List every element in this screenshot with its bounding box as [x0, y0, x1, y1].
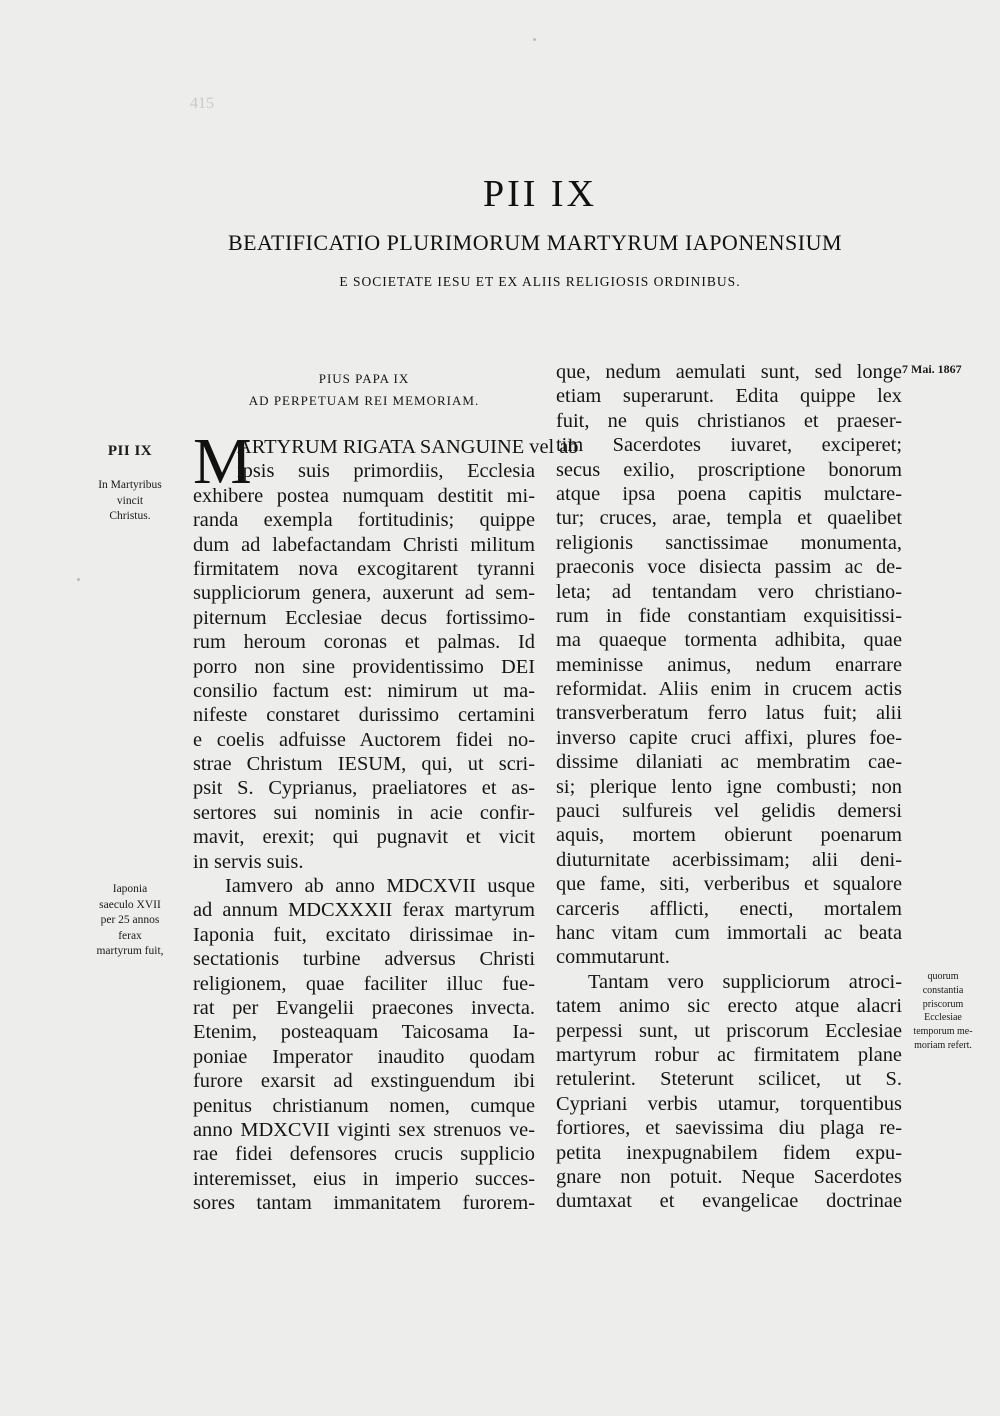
speck — [533, 38, 536, 41]
text-line: ARTYRUM RIGATA SANGUINE vel ab — [237, 436, 579, 458]
text-line: Iaponia fuit, excitato dirissimae in- — [193, 923, 535, 946]
text-line: praeconis voce disiecta passim ac de- — [556, 556, 902, 579]
text-line: transverberatum ferro latus fuit; alii — [556, 702, 902, 725]
text-line: randa exempla fortitudinis; quippe — [193, 509, 535, 532]
text-line: furore exarsit ad exstinguendum ibi — [193, 1070, 535, 1093]
text-line: petita inexpugnabilem fidem expu- — [556, 1141, 902, 1164]
text-line: e coelis adfuisse Auctorem fidei no- — [193, 728, 535, 751]
text-line: Etenim, posteaquam Taicosama Ia- — [193, 1021, 535, 1044]
page-title: PII IX — [482, 173, 598, 215]
text-line: poniae Imperator inaudito quodam — [193, 1045, 535, 1068]
bleed-through-text: 415 — [190, 95, 494, 112]
text-line: tatem animo sic erecto atque alacri — [556, 995, 902, 1018]
margin-note-line: Ecclesiae — [924, 1012, 962, 1024]
text-line: Cypriani verbis utamur, torquentibus — [556, 1092, 902, 1115]
text-line: gnare non potuit. Neque Sacerdotes — [556, 1165, 902, 1188]
margin-note-line: moriam refert. — [914, 1039, 972, 1051]
text-line: rat per Evangelii praecones invecta. — [193, 996, 535, 1019]
text-line: reformidat. Aliis enim in crucem actis — [556, 678, 902, 701]
margin-pii-ix: PII IX — [107, 443, 153, 459]
text-line: interemisset, eius in imperio succes- — [193, 1167, 535, 1190]
drop-cap: M — [193, 425, 252, 498]
text-line: piternum Ecclesiae decus fortissimo- — [193, 606, 535, 629]
text-line: diuturnitate acerbissimam; alii deni- — [556, 848, 902, 871]
text-line: sectationis turbine adversus Christi — [193, 948, 535, 971]
margin-note-line: vincit — [116, 494, 144, 507]
text-line: psit S. Cyprianus, praeliatores et as- — [193, 777, 535, 800]
margin-note-line: per 25 annos — [100, 914, 160, 926]
left-column — [193, 425, 579, 1216]
text-line: dissime dilaniati ac membratim cae- — [556, 751, 902, 774]
margin-note-line: quorum — [927, 971, 959, 982]
text-line: leta; ad tentandam vero christiano- — [556, 580, 902, 603]
text-line: tur; cruces, arae, templa et quaelibet — [556, 507, 902, 530]
text-line: sores tantam immanitatem furorem- — [193, 1192, 535, 1215]
margin-note-line: ferax — [118, 929, 142, 942]
speck — [77, 578, 80, 581]
text-line: aquis, mortem obierunt poenarum — [556, 824, 902, 847]
text-line: secus exilio, proscriptione bonorum — [556, 458, 902, 481]
text-line: anno MDXCVII viginti sex strenuos ve- — [193, 1118, 535, 1141]
text-line: si; plerique lento igne combusti; non — [556, 775, 902, 798]
text-line: pauci sulfureis vel gelidis demersi — [556, 800, 902, 823]
margin-note-line: Iaponia — [112, 883, 148, 895]
margin-note-line: saeculo XVII — [99, 898, 161, 911]
text-line: ipsis suis primordiis, Ecclesia — [237, 460, 535, 483]
text-line: nifeste constaret durissimo certamini — [193, 704, 535, 727]
right-column — [556, 360, 902, 1214]
text-line: mavit, erexit; qui pugnavit et vicit — [193, 826, 535, 849]
text-line: exhibere postea numquam destitit mi- — [193, 484, 535, 507]
margin-date: 7 Mai. 1867 — [902, 362, 962, 376]
text-line: Iamvero ab anno MDCXVII usque — [225, 875, 535, 898]
margin-note-line: constantia — [922, 984, 964, 996]
margin-note-constantia — [904, 970, 982, 1053]
text-line: dum ad labefactandam Christi militum — [193, 533, 535, 556]
text-line: rum heroum coronas et palmas. Id — [193, 631, 535, 654]
margin-note-iaponia — [80, 882, 180, 960]
margin-note-line: martyrum fuit, — [96, 945, 164, 957]
text-line: strae Christum IESUM, qui, ut scri- — [193, 753, 535, 776]
text-line: rum in fide constantiam exquisitissi- — [556, 604, 902, 627]
text-line: Tantam vero suppliciorum atroci- — [588, 970, 902, 993]
text-line: que, nedum aemulati sunt, sed longe — [556, 361, 902, 383]
text-line: religionis sanctissimae monumenta, — [556, 531, 902, 554]
text-line: atque ipsa poena capitis mulctare- — [556, 482, 902, 505]
text-line: commutarunt. — [556, 946, 670, 969]
text-line: perpessi sunt, ut priscorum Ecclesiae — [556, 1019, 902, 1042]
margin-note-line: priscorum — [922, 998, 964, 1010]
text-line: etiam superarunt. Edita quippe lex — [556, 385, 902, 408]
text-line: tim Sacerdotes iuvaret, exciperet; — [556, 434, 902, 457]
text-line: fortiores, et saevissima diu plaga re- — [556, 1117, 902, 1140]
text-line: suppliciorum genera, auxerunt ad sem- — [193, 582, 535, 605]
text-line: penitus christianum nomen, cumque — [193, 1094, 535, 1117]
text-line: hanc vitam cum immortali ac beata — [556, 921, 902, 944]
text-line: inverso capite cruci affixi, plures foe- — [556, 726, 902, 749]
page-subtitle: BEATIFICATIO PLURIMORUM MARTYRUM IAPONENSIUM — [227, 230, 843, 255]
text-line: ad annum MDCXXXII ferax martyrum — [193, 899, 535, 922]
margin-note-line: Christus. — [109, 510, 151, 522]
margin-note-line: temporum me- — [913, 1026, 973, 1038]
text-line: fuit, ne quis christianos et praeser- — [556, 409, 902, 432]
text-line: in servis suis. — [193, 850, 304, 873]
text-line: martyrum robur ac firmitatem plane — [556, 1043, 902, 1066]
text-line: religionem, quae faciliter illuc fue- — [193, 972, 535, 995]
text-line: firmitatem nova excogitarent tyranni — [193, 557, 535, 580]
heading-pius: PIUS PAPA IX — [318, 371, 410, 386]
text-line: dumtaxat et evangelicae doctrinae — [556, 1190, 902, 1213]
text-line: retulerint. Steterunt scilicet, ut S. — [556, 1068, 902, 1091]
text-line: porro non sine providentissimo DEI — [193, 655, 535, 678]
text-line: que fame, siti, verberibus et squalore — [556, 873, 902, 896]
text-line: ma quaeque tormenta adhibita, quae — [556, 629, 902, 652]
text-line: meminisse animus, nedum enarrare — [556, 653, 902, 676]
margin-note-line: In Martyribus — [98, 479, 162, 491]
page-subsubtitle: E SOCIETATE IESU ET EX ALIIS RELIGIOSIS ORDINIBUS. — [339, 274, 741, 289]
text-line: consilio factum est: nimirum ut ma- — [193, 679, 535, 702]
heading-memoria: AD PERPETUAM REI MEMORIAM. — [248, 393, 480, 408]
text-line: carceris afflicti, enecti, mortalem — [556, 897, 902, 920]
margin-note-martyribus — [80, 478, 180, 525]
text-line: sertores sui nominis in acie confir- — [193, 801, 535, 824]
text-line: rae fidei defensores crucis supplicio — [193, 1143, 535, 1166]
